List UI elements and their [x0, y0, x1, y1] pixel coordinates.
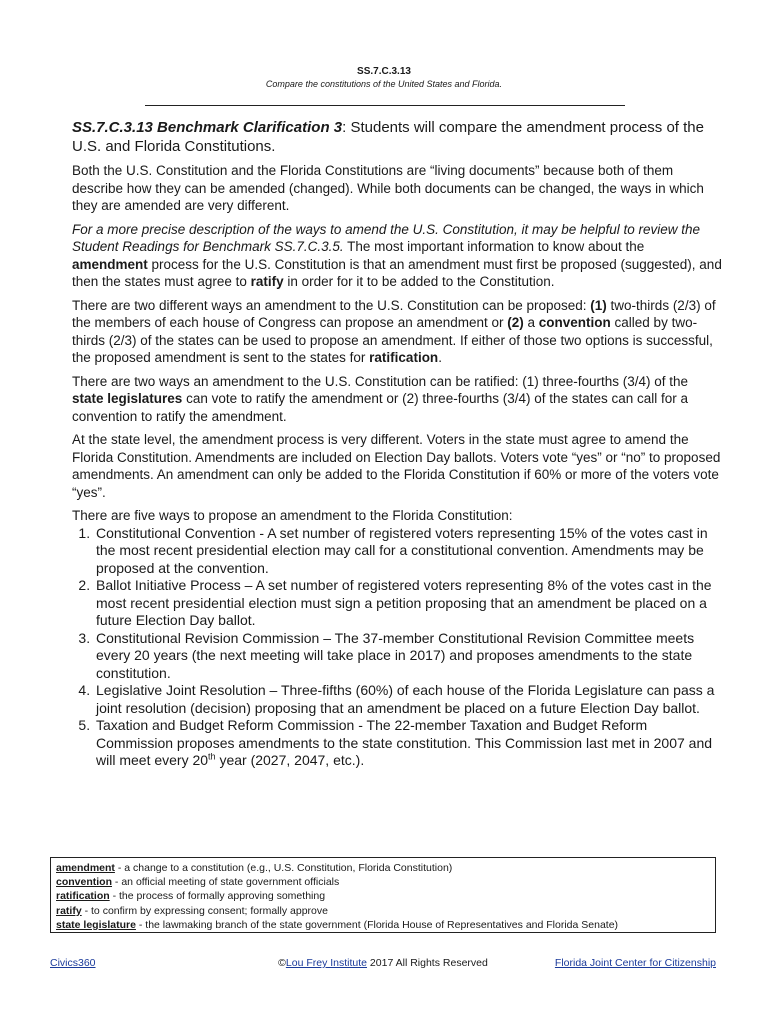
glossary-definition: - the process of formally approving something — [109, 890, 326, 903]
glossary-term: convention — [56, 876, 113, 889]
civics360-link[interactable]: Civics360 — [50, 957, 96, 969]
glossary-entry — [56, 875, 710, 889]
paragraph-living-documents: Both the U.S. Constitution and the Florida Constitutions are “living documents” because both of them describe how they can be amended (changed). While both documents can be changed, the ways in which they are amended are very different. — [72, 163, 704, 213]
glossary-box — [50, 857, 716, 933]
term-amendment: amendment — [72, 256, 148, 272]
header-divider — [145, 105, 625, 106]
paragraph-state-level: At the state level, the amendment process is very different. Voters in the state must agree to amend the Florida Constitution. Amendments are included on Election Day ballots. Voters vote “yes” or “no” to proposed amendments. An amendment can only be added to the Florida Constitution if 60% or more of the voters vote “yes”. — [72, 432, 721, 500]
paragraph-ratification-methods: There are two ways an amendment to the U.S. Constitution can be ratified: (1) three-fourths (3/4) of the state legislatures can vote to ratify the amendment or (2) three-fourths (3/4) of the states can call for a convention to ratify the amendment. — [72, 373, 689, 424]
glossary-term: ratification — [56, 890, 110, 903]
glossary-definition: - an official meeting of state government officials — [112, 876, 340, 889]
term-ratify: ratify — [250, 274, 284, 289]
lou-frey-institute-link[interactable]: Lou Frey Institute — [285, 957, 368, 969]
glossary-definition: - the lawmaking branch of the state government (Florida House of Representatives and Florida Senate) — [135, 918, 619, 931]
list-item: 4. Legislative Joint Resolution – Three-fifths (60%) of each house of the Florida Legislature can pass a joint resolution (decision) proposing that an amendment be placed on a future Election Day ballot. — [94, 682, 722, 717]
glossary-term: state legislature — [56, 918, 136, 931]
glossary-entry — [56, 861, 710, 875]
amendment-methods-list — [72, 525, 722, 770]
benchmark-code: SS.7.C.3.13 — [357, 66, 411, 77]
page-header — [0, 66, 768, 90]
glossary-entry — [56, 904, 710, 918]
term-ratification: ratification — [369, 350, 439, 365]
document-body — [72, 118, 722, 770]
glossary-definition: - to confirm by expressing consent; formally approve — [81, 904, 328, 917]
glossary-term: amendment — [56, 862, 115, 874]
benchmark-clarification-text: : Students will compare the amendment process of the U.S. and Florida Constitutions. — [72, 119, 704, 155]
page-footer — [50, 955, 716, 971]
paragraph-proposal-methods: There are two different ways an amendment to the U.S. Constitution can be proposed: (1) two-thirds (2/3) of the members of each house of Congress can propose an amendment or (2) a convention called by two-thirds (2/3) of the states can be used to propose an amendment. If either of those two options is successful, the proposed amendment is sent to the states for ratification. — [72, 297, 716, 365]
copyright-symbol: © — [278, 957, 286, 969]
benchmark-subtitle: Compare the constitutions of the United States and Florida. — [265, 79, 503, 89]
term-state-legislatures: state legislatures — [72, 391, 183, 406]
fjcc-link[interactable]: Florida Joint Center for Citizenship — [554, 957, 716, 969]
list-item: 5. Taxation and Budget Reform Commission - The 22-member Taxation and Budget Reform Commission proposes amendments to the state constitution. This Commission last met in 2007 and will meet every 20th year (2027, 2047, etc.). — [94, 717, 722, 770]
glossary-term: ratify — [56, 904, 82, 917]
copyright-text: 2017 All Rights Reserved — [367, 957, 488, 969]
glossary-entry — [56, 918, 710, 932]
term-convention: convention — [538, 315, 611, 330]
list-item: 3. Constitutional Revision Commission – The 37-member Constitutional Revision Committee meets every 20 years (the next meeting will take place in 2017) and proposes amendments to the state constitution. — [94, 630, 722, 683]
list-item: 1. Constitutional Convention - A set number of registered voters representing 15% of the votes cast in the most recent presidential election may call for a constitutional convention. Amendments may be proposed at the convention. — [94, 525, 722, 578]
paragraph-us-amendment-overview: For a more precise description of the ways to amend the U.S. Constitution, it may be helpful to review the Student Readings for Benchmark SS.7.C.3.5. The most important information to know about the amendment process for the U.S. Constitution is that an amendment must first be proposed (suggested), and then the states must agree to ratify in order for it to be added to the Constitution. — [72, 221, 722, 289]
list-item: 2. Ballot Initiative Process – A set number of registered voters representing 8% of the votes cast in the most recent presidential election must sign a petition proposing that an amendment be placed on a future Election Day ballot. — [94, 577, 722, 630]
glossary-definition: - a change to a constitution (e.g., U.S. Constitution, Florida Constitution) — [114, 862, 453, 874]
list-intro: There are five ways to propose an amendment to the Florida Constitution: — [72, 508, 513, 523]
glossary-entry — [56, 889, 710, 903]
benchmark-clarification — [72, 118, 722, 156]
benchmark-clarification-title: SS.7.C.3.13 Benchmark Clarification 3 — [72, 119, 343, 136]
